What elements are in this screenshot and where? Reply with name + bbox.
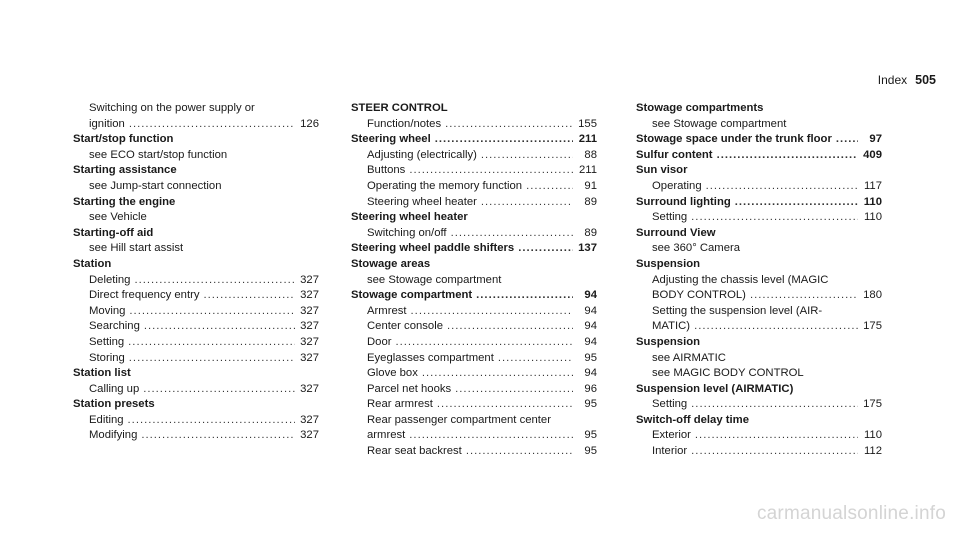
- index-entry: [73, 163, 319, 194]
- index-subentry[interactable]: [351, 366, 597, 382]
- entry-text: Deleting: [89, 273, 131, 286]
- index-subentry[interactable]: [636, 288, 882, 304]
- page-ref[interactable]: 327: [300, 335, 319, 348]
- entry-text: Stowage areas: [351, 257, 431, 270]
- dot-leader: [129, 351, 295, 367]
- entry-text: Start/stop function: [73, 133, 174, 146]
- index-heading: [73, 195, 319, 211]
- page-ref[interactable]: 110: [863, 429, 882, 442]
- dot-leader: [691, 210, 858, 226]
- dot-leader: [447, 319, 573, 335]
- dot-leader: [451, 226, 573, 242]
- entry-text: Stowage space under the trunk floor: [636, 133, 832, 146]
- entry-text: Suspension level (AIRMATIC): [636, 382, 794, 395]
- dot-leader: [143, 382, 295, 398]
- entry-text: Rear passenger compartment center: [367, 413, 551, 426]
- entry-text: Buttons: [367, 164, 406, 177]
- dot-leader: [445, 117, 573, 133]
- entry-text: see ECO start/stop function: [89, 148, 228, 161]
- index-subentry[interactable]: [73, 413, 319, 429]
- entry-text: Stowage compartment: [351, 289, 473, 302]
- entry-text: Switching on/off: [367, 226, 447, 239]
- dot-leader: [129, 304, 295, 320]
- entry-text: Suspension: [636, 335, 701, 348]
- page-ref[interactable]: 94: [584, 304, 597, 317]
- index-column-3: [636, 101, 882, 460]
- index-entry: [73, 226, 319, 257]
- entry-text: see Stowage compartment: [367, 273, 502, 286]
- entry-text: Function/notes: [367, 117, 442, 130]
- page-header: [878, 73, 936, 87]
- entry-text: BODY CONTROL): [652, 289, 746, 302]
- watermark: carmanualsonline.info: [756, 503, 946, 524]
- index-subentry: [73, 101, 319, 117]
- index-heading[interactable]: [351, 288, 597, 304]
- index-subentry: [73, 179, 319, 195]
- index-entry: [351, 132, 597, 210]
- dot-leader: [691, 444, 858, 460]
- page-ref[interactable]: 96: [584, 382, 597, 395]
- entry-text: Switching on the power supply or: [89, 102, 255, 114]
- dot-leader: [691, 397, 858, 413]
- page-ref[interactable]: 95: [584, 351, 597, 364]
- index-subentry: [636, 241, 882, 257]
- page-ref[interactable]: 117: [863, 179, 882, 192]
- entry-text: see AIRMATIC: [652, 351, 726, 364]
- index-heading: [636, 257, 882, 273]
- entry-text: Suspension: [636, 257, 701, 270]
- entry-text: see Hill start assist: [89, 242, 184, 255]
- index-entry: [351, 210, 597, 241]
- index-entry: [73, 101, 319, 132]
- page-ref[interactable]: 175: [863, 320, 882, 333]
- index-entry: [636, 148, 882, 164]
- entry-text: STEER CONTROL: [351, 102, 448, 114]
- index-subentry: [73, 210, 319, 226]
- index-subentry[interactable]: [73, 304, 319, 320]
- index-subentry: [351, 413, 597, 429]
- dot-leader: [129, 117, 295, 133]
- index-entry: [636, 382, 882, 413]
- dot-leader: [717, 148, 858, 164]
- dot-leader: [481, 195, 573, 211]
- dot-leader: [695, 428, 858, 444]
- page-ref[interactable]: 327: [300, 429, 319, 442]
- page-ref[interactable]: 180: [863, 289, 882, 302]
- index-entry: [73, 195, 319, 226]
- entry-text: Sun visor: [636, 164, 688, 177]
- index-entry: [73, 397, 319, 444]
- entry-text: Switch-off delay time: [636, 413, 749, 426]
- page-ref[interactable]: 94: [584, 367, 597, 380]
- page-ref[interactable]: 110: [863, 195, 882, 208]
- dot-leader: [476, 288, 573, 304]
- page-ref[interactable]: 137: [578, 242, 597, 255]
- dot-leader: [437, 397, 573, 413]
- entry-text: Station: [73, 257, 112, 270]
- index-heading: [636, 413, 882, 429]
- entry-text: Editing: [89, 413, 124, 426]
- index-heading[interactable]: [636, 132, 882, 148]
- entry-text: Setting: [652, 398, 688, 411]
- index-subentry[interactable]: [351, 351, 597, 367]
- index-subentry[interactable]: [351, 319, 597, 335]
- index-subentry[interactable]: [73, 273, 319, 289]
- entry-text: Exterior: [652, 429, 691, 442]
- page-ref[interactable]: 409: [863, 148, 882, 161]
- dot-leader: [750, 288, 858, 304]
- page-ref[interactable]: 211: [578, 164, 597, 177]
- index-subentry[interactable]: [636, 210, 882, 226]
- entry-text: Steering wheel paddle shifters: [351, 242, 515, 255]
- index-subentry[interactable]: [73, 428, 319, 444]
- page-number: 505: [915, 73, 936, 87]
- entry-text: see Vehicle: [89, 211, 147, 224]
- page-ref[interactable]: 89: [584, 195, 597, 208]
- entry-text: see Jump-start connection: [89, 179, 222, 192]
- entry-text: Calling up: [89, 382, 140, 395]
- index-subentry[interactable]: [636, 179, 882, 195]
- index-subentry[interactable]: [351, 117, 597, 133]
- index-subentry[interactable]: [351, 444, 597, 460]
- dot-leader: [128, 335, 295, 351]
- index-subentry: [636, 273, 882, 289]
- entry-text: Setting: [652, 211, 688, 224]
- page-ref[interactable]: 91: [584, 179, 597, 192]
- index-subentry[interactable]: [73, 319, 319, 335]
- entry-text: Starting the engine: [73, 195, 176, 208]
- page-ref[interactable]: 94: [584, 289, 597, 302]
- index-heading: [636, 226, 882, 242]
- entry-text: Adjusting (electrically): [367, 148, 477, 161]
- entry-text: Surround View: [636, 226, 716, 239]
- entry-text: Station list: [73, 367, 131, 380]
- index-subentry[interactable]: [351, 226, 597, 242]
- index-heading: [73, 226, 319, 242]
- dot-leader: [435, 132, 573, 148]
- entry-text: Direct frequency entry: [89, 289, 200, 302]
- index-entry: [351, 101, 597, 132]
- entry-text: armrest: [367, 429, 406, 442]
- entry-text: Adjusting the chassis level (MAGIC: [652, 273, 829, 286]
- entry-text: Starting-off aid: [73, 226, 154, 239]
- index-heading: [636, 382, 882, 398]
- entry-text: Door: [367, 335, 392, 348]
- entry-text: Parcel net hooks: [367, 382, 452, 395]
- index-entry: [351, 241, 597, 257]
- entry-text: Operating the memory function: [367, 179, 523, 192]
- page-ref[interactable]: 327: [300, 351, 319, 364]
- entry-text: Steering wheel heater: [351, 211, 468, 224]
- index-subentry[interactable]: [73, 351, 319, 367]
- entry-text: Center console: [367, 320, 443, 333]
- index-heading: [73, 397, 319, 413]
- page-ref[interactable]: 155: [578, 117, 597, 130]
- entry-text: Modifying: [89, 429, 138, 442]
- page-ref[interactable]: 95: [584, 398, 597, 411]
- index-subentry[interactable]: [636, 444, 882, 460]
- index-heading: [636, 335, 882, 351]
- index-subentry: [73, 148, 319, 164]
- index-entry: [636, 101, 882, 132]
- dot-leader: [526, 179, 573, 195]
- index-subentry[interactable]: [351, 195, 597, 211]
- index-subentry[interactable]: [351, 382, 597, 398]
- entry-text: Armrest: [367, 304, 407, 317]
- index-heading: [73, 366, 319, 382]
- entry-text: Steering wheel: [351, 133, 431, 146]
- dot-leader: [481, 148, 573, 164]
- dot-leader: [396, 335, 574, 351]
- index-entry: [636, 335, 882, 382]
- entry-text: Station presets: [73, 398, 155, 411]
- page-ref[interactable]: 327: [300, 273, 319, 286]
- dot-leader: [422, 366, 573, 382]
- index-subentry[interactable]: [351, 304, 597, 320]
- index-heading: [351, 257, 597, 273]
- index-subentry: [636, 366, 882, 382]
- section-title: Index: [877, 73, 908, 87]
- entry-text: Setting the suspension level (AIR-: [652, 304, 823, 317]
- dot-leader: [466, 444, 573, 460]
- entry-text: Glove box: [367, 367, 418, 380]
- index-entry: [636, 163, 882, 194]
- page-ref[interactable]: 327: [300, 413, 319, 426]
- entry-text: ignition: [89, 117, 125, 130]
- index-entry: [636, 226, 882, 257]
- entry-text: Operating: [652, 179, 702, 192]
- entry-text: Searching: [89, 320, 140, 333]
- index-entry: [636, 132, 882, 148]
- entry-text: see 360° Camera: [652, 242, 741, 255]
- page-ref[interactable]: 327: [300, 289, 319, 302]
- index-heading: [73, 132, 319, 148]
- index-subentry[interactable]: [351, 148, 597, 164]
- index-subentry: [73, 241, 319, 257]
- index-entry: [636, 257, 882, 335]
- index-subentry: [636, 304, 882, 320]
- index-heading: [636, 101, 882, 117]
- page-ref[interactable]: 97: [869, 133, 882, 146]
- index-heading: [636, 163, 882, 179]
- page-ref[interactable]: 211: [578, 133, 597, 146]
- index-heading[interactable]: [351, 132, 597, 148]
- page-ref[interactable]: 327: [300, 320, 319, 333]
- dot-leader: [836, 132, 858, 148]
- page-ref[interactable]: 94: [584, 335, 597, 348]
- index-subentry[interactable]: [636, 397, 882, 413]
- dot-leader: [141, 428, 295, 444]
- dot-leader: [455, 382, 573, 398]
- index-subentry[interactable]: [636, 428, 882, 444]
- index-subentry[interactable]: [351, 163, 597, 179]
- index-subentry[interactable]: [351, 428, 597, 444]
- dot-leader: [694, 319, 858, 335]
- entry-text: Steering wheel heater: [367, 195, 477, 208]
- page-ref[interactable]: 94: [584, 320, 597, 333]
- page-ref[interactable]: 89: [584, 226, 597, 239]
- index-entry: [73, 366, 319, 397]
- dot-leader: [409, 428, 573, 444]
- dot-leader: [128, 413, 295, 429]
- entry-text: Moving: [89, 304, 126, 317]
- index-heading: [351, 210, 597, 226]
- index-subentry: [351, 273, 597, 289]
- dot-leader: [204, 288, 295, 304]
- index-entry: [351, 257, 597, 288]
- entry-text: see MAGIC BODY CONTROL: [652, 367, 804, 380]
- page-ref[interactable]: 327: [300, 304, 319, 317]
- index-subentry[interactable]: [351, 335, 597, 351]
- index-subentry[interactable]: [73, 382, 319, 398]
- index-heading: [73, 257, 319, 273]
- index-subentry[interactable]: [351, 397, 597, 413]
- page-ref[interactable]: 88: [584, 148, 597, 161]
- index-heading: [351, 101, 597, 117]
- dot-leader: [134, 273, 295, 289]
- index-entry: [73, 257, 319, 366]
- index-entry: [73, 132, 319, 163]
- index-entry: [636, 413, 882, 460]
- index-heading[interactable]: [351, 241, 597, 257]
- page-ref[interactable]: 112: [863, 445, 882, 458]
- page-ref[interactable]: 95: [584, 445, 597, 458]
- entry-text: Storing: [89, 351, 125, 364]
- dot-leader: [144, 319, 295, 335]
- index-column-1: [73, 101, 319, 444]
- entry-text: Starting assistance: [73, 164, 177, 177]
- index-heading: [73, 163, 319, 179]
- dot-leader: [735, 195, 858, 211]
- dot-leader: [411, 304, 573, 320]
- entry-text: Eyeglasses compartment: [367, 351, 494, 364]
- index-heading[interactable]: [636, 195, 882, 211]
- dot-leader: [409, 163, 573, 179]
- index-subentry[interactable]: [73, 288, 319, 304]
- page-ref[interactable]: 110: [863, 211, 882, 224]
- entry-text: Setting: [89, 335, 125, 348]
- index-subentry[interactable]: [636, 319, 882, 335]
- entry-text: MATIC): [652, 320, 691, 333]
- page-ref[interactable]: 95: [584, 429, 597, 442]
- dot-leader: [706, 179, 858, 195]
- index-subentry[interactable]: [351, 179, 597, 195]
- page-ref[interactable]: 327: [300, 382, 319, 395]
- index-subentry[interactable]: [73, 117, 319, 133]
- page-ref[interactable]: 175: [863, 398, 882, 411]
- index-heading[interactable]: [636, 148, 882, 164]
- entry-text: see Stowage compartment: [652, 117, 787, 130]
- index-entry: [351, 288, 597, 460]
- entry-text: Rear seat backrest: [367, 445, 462, 458]
- index-subentry: [636, 351, 882, 367]
- entry-text: Interior: [652, 445, 688, 458]
- entry-text: Sulfur content: [636, 148, 713, 161]
- index-column-2: [351, 101, 597, 460]
- page-ref[interactable]: 126: [300, 117, 319, 130]
- entry-text: Stowage compartments: [636, 102, 764, 114]
- dot-leader: [518, 241, 573, 257]
- index-subentry[interactable]: [73, 335, 319, 351]
- index-subentry: [636, 117, 882, 133]
- dot-leader: [498, 351, 573, 367]
- index-entry: [636, 195, 882, 226]
- entry-text: Rear armrest: [367, 398, 433, 411]
- entry-text: Surround lighting: [636, 195, 731, 208]
